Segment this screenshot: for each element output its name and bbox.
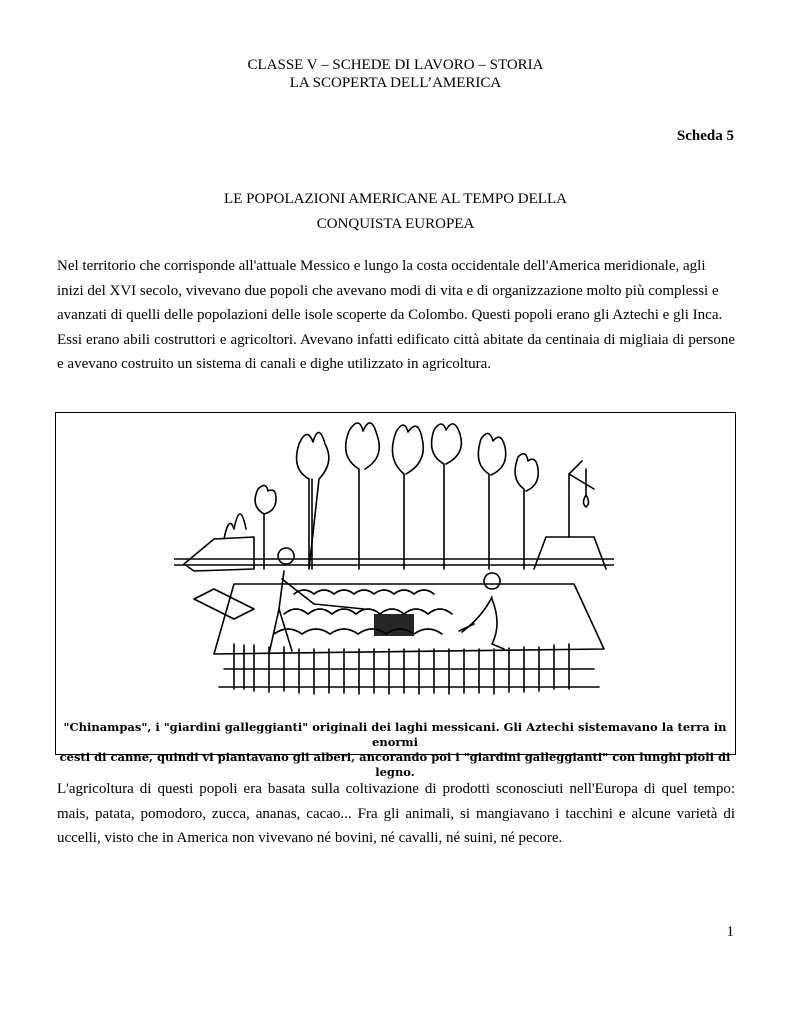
dark-soil-patch: [374, 614, 414, 636]
title-line-1: LE POPOLAZIONI AMERICANE AL TEMPO DELLA: [224, 191, 567, 207]
title-line-2: CONQUISTA EUROPEA: [316, 216, 475, 232]
header-line-1: CLASSE V – SCHEDE DI LAVORO – STORIA: [247, 57, 544, 73]
paragraph-1: Nel territorio che corrisponde all'attuale Messico e lungo la costa occidentale dell'America meridionale, agli inizi del XVI secolo, vivevano due popoli che avevano modi di vita e di organizzazione molto più complessi e avanzati di quelli delle popolazioni delle isole scoperte da Colombo. Questi popoli erano gli Aztechi e gli Inca.: [57, 258, 723, 323]
figure-box: [55, 412, 736, 779]
header-line-2: LA SCOPERTA DELL’AMERICA: [289, 75, 502, 91]
figure-caption: [56, 720, 734, 780]
caption-line-2: cesti di canne, quindi vi piantavano gli alberi, ancorando poi i "giardini galleggianti" con lunghi pioli di legno.: [59, 750, 731, 779]
intro-text: [57, 254, 735, 377]
chinampas-illustration: [174, 419, 614, 714]
paragraph-2: Essi erano abili costruttori e agricoltori. Avevano infatti edificato città abitate da centinaia di migliaia di persone e avevano costruito un sistema di canali e dighe utilizzato in agricoltura.: [57, 331, 735, 372]
tree-group: [255, 423, 538, 569]
caption-line-1: "Chinampas", i "giardini galleggianti" originali dei laghi messicani. Gli Aztechi sistemavano la terra in enormi: [63, 720, 727, 749]
section-title: [0, 187, 791, 237]
agriculture-text: [57, 777, 735, 851]
paragraph-3: L'agricoltura di questi popoli era basata sulla coltivazione di prodotti sconosciuti nell'Europa di quel tempo: mais, patata, pomodoro, zucca, ananas, cacao... Fra gli animali, si mangiavano i tacchini e alcune varietà di uccelli, visto che in America non vivevano né bovini, né cavalli, né suini, né pecore.: [57, 781, 735, 846]
page-number: 1: [726, 924, 734, 940]
worksheet-number: Scheda 5: [676, 128, 734, 144]
document-header: [0, 56, 791, 92]
